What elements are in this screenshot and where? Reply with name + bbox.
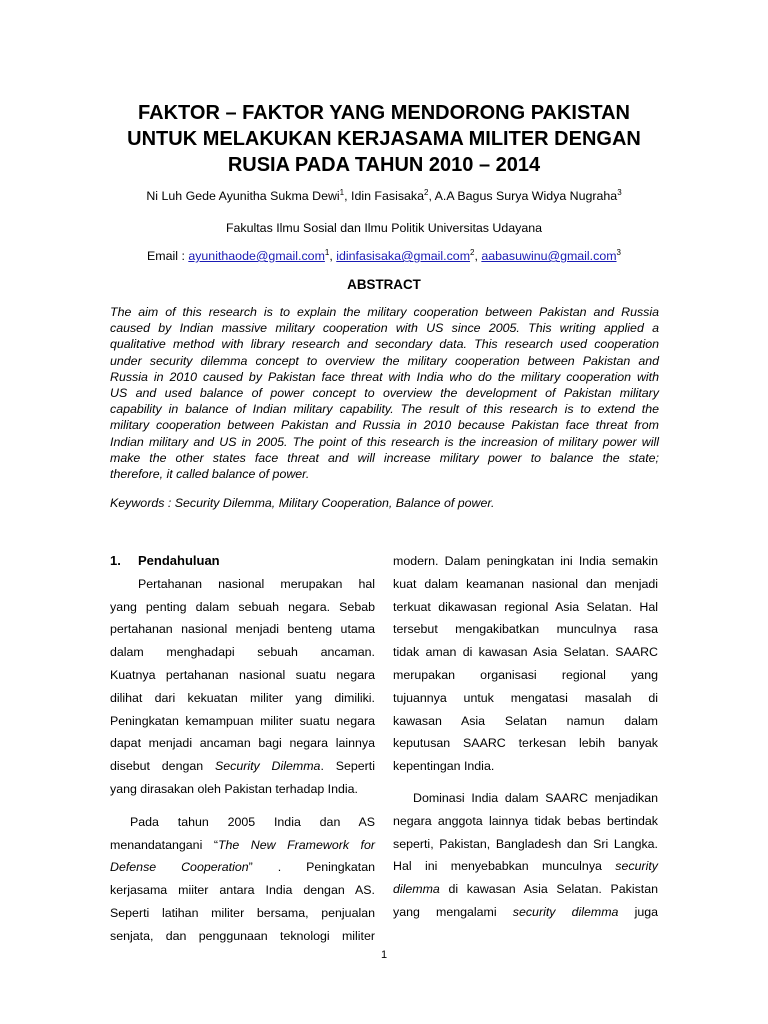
body-line: pertahanan nasional menjadi benteng utama	[110, 622, 375, 637]
right-column	[393, 550, 658, 924]
body-line: merupakan organisasi regional yang	[393, 667, 658, 682]
section-title: Pendahuluan	[138, 553, 220, 568]
text-run: menandatangani “	[110, 837, 218, 852]
author-2-sup: 2	[424, 187, 429, 197]
body-line: tidak aman di kawasan Asia Selatan. SAARC	[393, 645, 658, 660]
author-3: , A.A Bagus Surya Widya Nugraha	[428, 189, 618, 203]
page-number: 1	[380, 949, 388, 961]
text-run: juga	[618, 904, 658, 919]
text-run: . Seperti	[320, 759, 375, 774]
body-line	[110, 755, 375, 778]
email-1-sup: 1	[324, 247, 330, 257]
text-run: yang mengalami	[393, 904, 513, 919]
body-line: Pertahanan nasional merupakan hal	[138, 576, 375, 591]
abstract-heading: ABSTRACT	[347, 277, 421, 292]
body-line: dilihat dari kekuatan militer yang dimiliki.	[110, 690, 375, 705]
title-line: FAKTOR – FAKTOR YANG MENDORONG PAKISTAN	[138, 102, 630, 124]
section-heading	[110, 550, 375, 573]
abstract-line: make the other states face threat and will increase military power to balance the state;	[110, 450, 659, 465]
author-3-sup: 3	[617, 187, 622, 197]
emphasis: The New Framework for	[217, 837, 376, 852]
text-run: ” . Peningkatan	[248, 860, 375, 875]
body-line: yang dirasakan oleh Pakistan terhadap India.	[110, 781, 358, 796]
body-line	[393, 878, 658, 901]
emphasis: dilemma	[393, 882, 440, 897]
body-line	[110, 834, 375, 857]
body-line: Kuatnya pertahanan nasional suatu negara	[110, 667, 375, 682]
abstract-line: The aim of this research is to explain the military cooperation between Pakistan and Russia	[110, 305, 659, 319]
body-line: tujuannya untuk mengatasi masalah di	[393, 690, 658, 705]
paragraph-gap	[393, 778, 658, 787]
body-line: seperti, Pakistan, Bangladesh dan Sri Langka.	[393, 836, 658, 851]
body-line: modern. Dalam peningkatan ini India semakin	[393, 554, 658, 568]
author-1-sup: 1	[339, 187, 345, 197]
section-number: 1.	[110, 553, 121, 568]
abstract-line: therefore, it called balance of power.	[110, 467, 310, 482]
emphasis: Security Dilemma	[214, 759, 321, 774]
keywords: Keywords : Security Dilemma, Military Cooperation, Balance of power.	[110, 496, 495, 510]
abstract-line: caused by Indian massive military cooperation with US since 2005. This writing applied a	[110, 321, 659, 336]
title-line: RUSIA PADA TAHUN 2010 – 2014	[227, 154, 541, 176]
body-line: kepentingan India.	[393, 759, 495, 774]
text-run: Hal ini menyebabkan munculnya	[393, 859, 616, 874]
affiliation: Fakultas Ilmu Sosial dan Ilmu Politik Universitas Udayana	[225, 221, 543, 235]
abstract-body	[110, 304, 659, 482]
author-1: Ni Luh Gede Ayunitha Sukma Dewi	[146, 189, 340, 203]
text-run: disebut dengan	[110, 759, 215, 774]
body-line: Pada tahun 2005 India dan AS	[130, 814, 375, 829]
email-2-sup: 2	[470, 247, 475, 257]
abstract-line: qualitative method with library research and secondary data. This research used cooperation	[110, 337, 659, 352]
paper-title	[90, 100, 678, 178]
body-line: tersebut mengakibatkan munculnya rasa	[393, 622, 658, 637]
body-line	[393, 901, 658, 924]
emphasis: security dilemma	[512, 904, 619, 919]
email-label: Email :	[147, 249, 189, 263]
abstract-line: Indian military and US in 2005. The point of this research is the increasion of military power will	[110, 434, 659, 449]
emphasis: security	[615, 859, 658, 874]
body-line: dalam menghadapi sebuah ancaman.	[110, 645, 375, 660]
body-line: kuat dalam keamanan nasional dan menjadi	[393, 576, 658, 591]
emphasis: Defense Cooperation	[110, 860, 249, 875]
body-line: negara anggota lainnya tidak bebas bertindak	[393, 813, 658, 828]
abstract-line: capability in balance of Indian military capability. The result of this research is to extend the	[110, 402, 659, 417]
email-sep-1: ,	[329, 249, 337, 263]
body-line	[110, 856, 375, 879]
text-run: di kawasan Asia Selatan. Pakistan	[439, 882, 658, 897]
left-column	[110, 550, 375, 948]
body-line: Dominasi India dalam SAARC menjadikan	[413, 790, 658, 805]
body-line: yang penting dalam sebuah negara. Sebab	[110, 599, 375, 614]
abstract-line: Russia in 2010 caused by Pakistan face threat with India who do the military cooperation with	[110, 369, 659, 384]
body-line: kerjasama miiter antara India dengan AS.	[110, 883, 375, 898]
body-line	[393, 855, 658, 878]
body-line: kawasan Asia Selatan namun dalam	[393, 713, 658, 728]
title-line: UNTUK MELAKUKAN KERJASAMA MILITER DENGAN	[127, 128, 641, 150]
body-line: Peningkatan kemampuan militer suatu negara	[110, 713, 375, 728]
email-link-2[interactable]: idinfasisaka@gmail.com	[336, 249, 471, 263]
abstract-line: US and used balance of power concept to overview the development of Pakistan military	[110, 386, 659, 401]
body-line: keputusan SAARC terkesan lebih banyak	[393, 736, 658, 751]
paragraph-gap	[110, 801, 375, 811]
author-2: , Idin Fasisaka	[344, 189, 425, 203]
body-line: terkuat dikawasan regional Asia Selatan. Hal	[393, 599, 658, 614]
email-link-1[interactable]: ayunithaode@gmail.com	[188, 249, 325, 263]
author-list	[90, 187, 678, 205]
abstract-line: military cooperation between Pakistan and Russia in 2010 because Pakistan face threat from	[110, 418, 659, 433]
email-line	[90, 247, 678, 265]
body-line: dapat menjadi ancaman bagi negara lainnya	[110, 736, 375, 751]
body-line: senjata, dan penggunaan teknologi militer	[110, 928, 375, 943]
email-sep-2: ,	[474, 249, 482, 263]
email-link-3[interactable]: aabasuwinu@gmail.com	[481, 249, 617, 263]
body-line: Seperti latihan militer bersama, penjualan	[110, 905, 375, 920]
email-3-sup: 3	[616, 247, 621, 257]
abstract-line: under security dilemma concept to overview the military cooperation between Pakistan and	[110, 353, 659, 368]
